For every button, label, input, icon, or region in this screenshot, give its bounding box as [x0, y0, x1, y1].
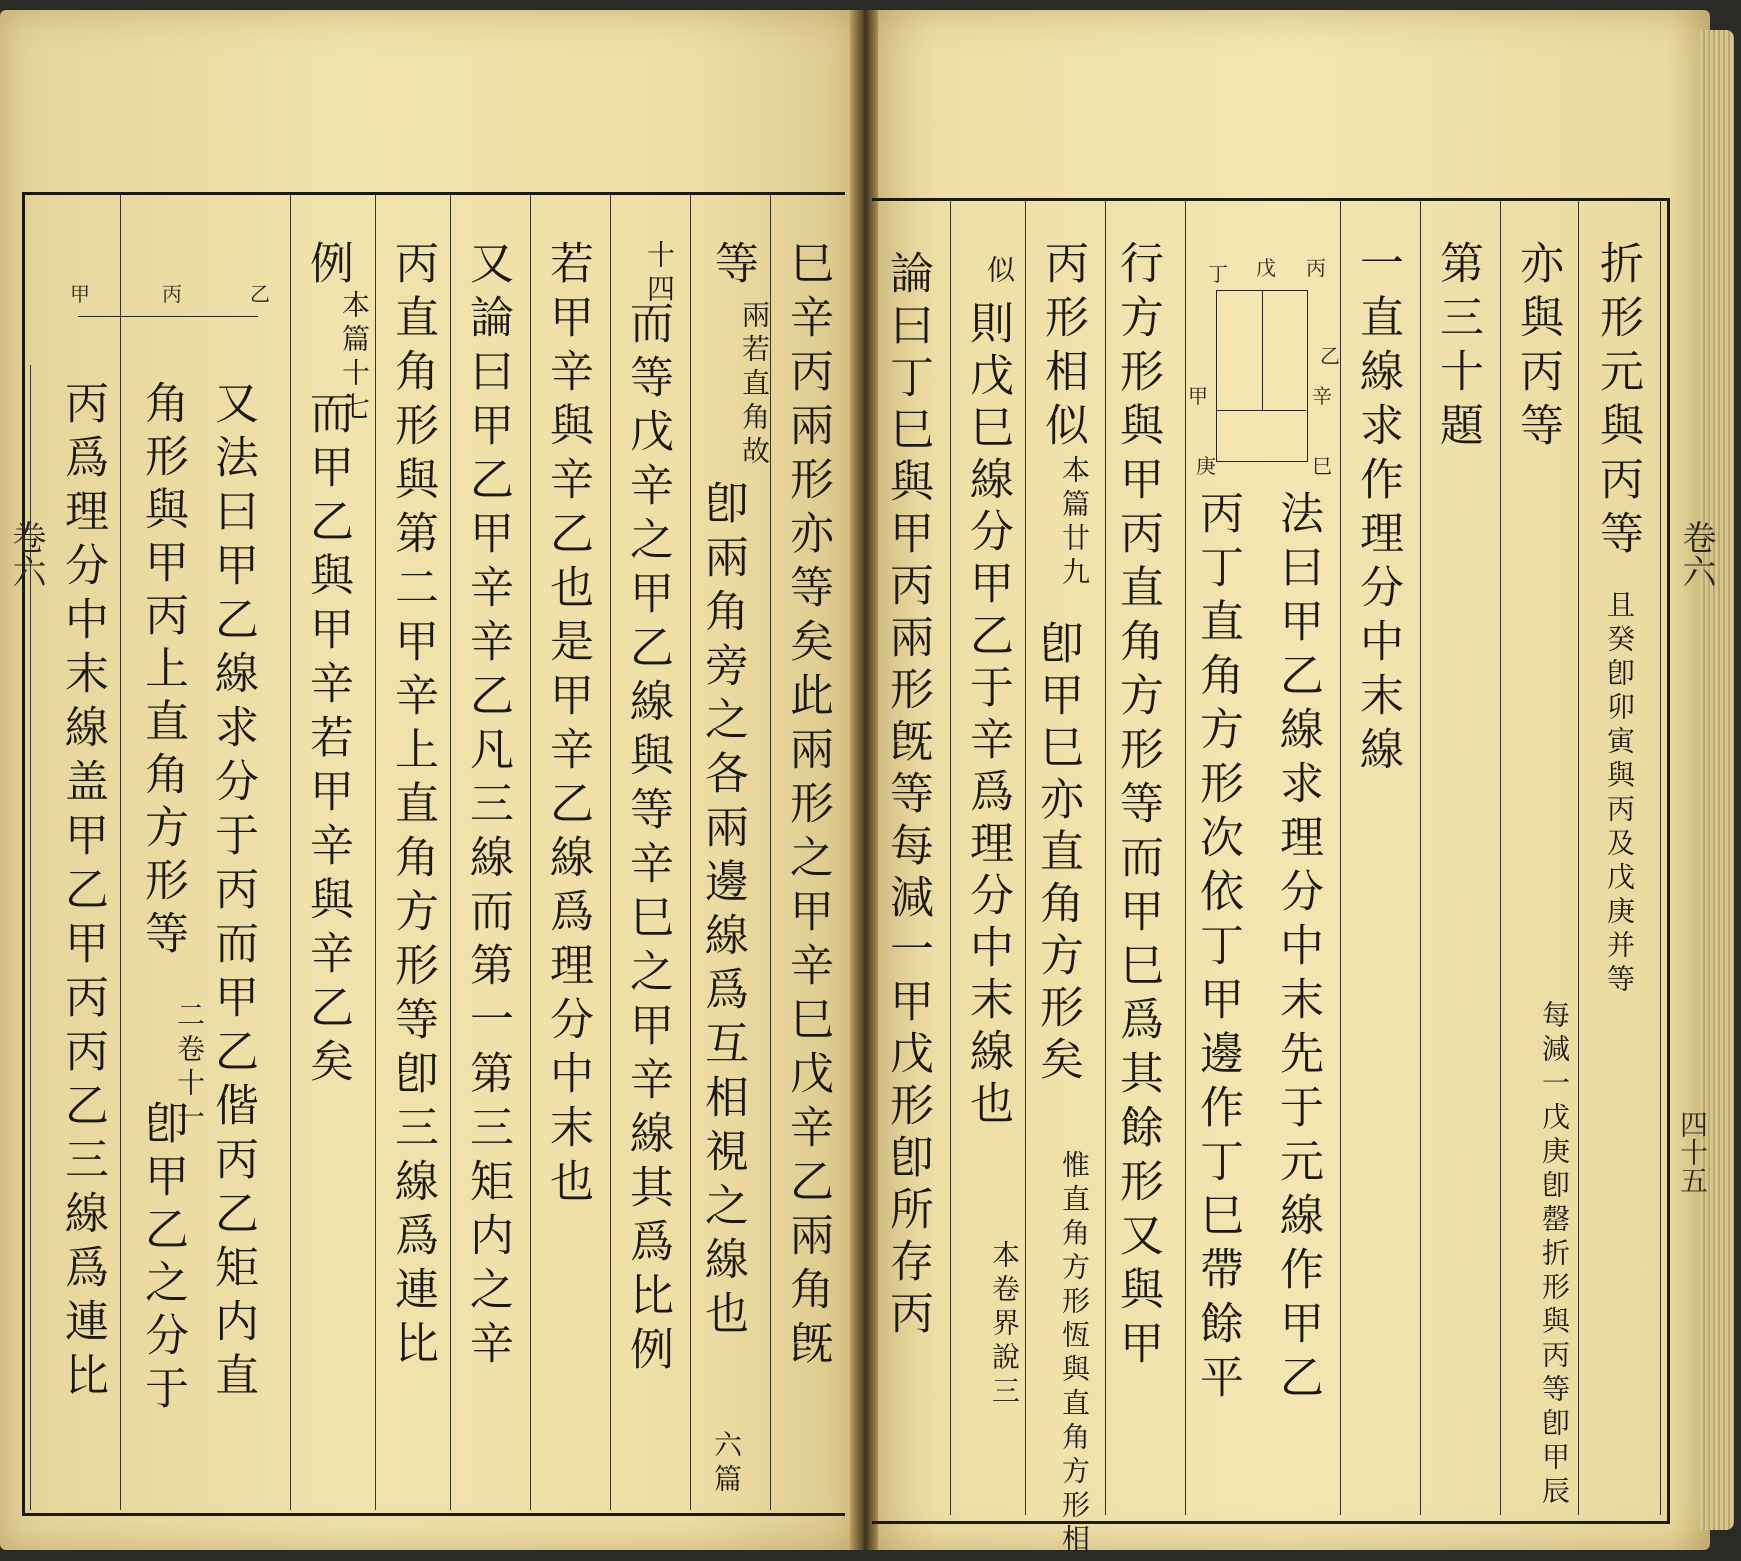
- right-col-1: 折形元與丙等: [1592, 240, 1643, 564]
- diagram-label-a: 甲: [70, 282, 90, 306]
- left-col-2b: 卽兩角旁之各兩邊線爲互相視之線也: [697, 480, 748, 1344]
- right-col-8-note: 本篇廿九: [1058, 455, 1091, 591]
- left-col-3: 而等戊辛之甲乙線與等辛巳之甲辛線其爲比例: [622, 300, 673, 1380]
- left-col-4: 若甲辛與辛乙也是甲辛乙線爲理分中末也: [542, 240, 593, 1212]
- left-col-5: 又論曰甲乙甲辛辛乙凡三線而第一第三矩内之辛: [462, 240, 513, 1374]
- left-col-9: 角形與甲丙上直角方形等: [137, 380, 188, 963]
- right-col-5: 法曰甲乙線求理分中末先于元線作甲乙: [1272, 490, 1323, 1408]
- column-rule: [290, 195, 291, 1510]
- diagram-label-yi: 乙: [1320, 344, 1340, 368]
- column-rule: [530, 195, 531, 1510]
- right-col-1-note: 且癸卽卯寅與丙及戊庚并等: [1603, 590, 1636, 998]
- column-rule: [1105, 200, 1106, 1515]
- left-col-2-note: 兩若直角故: [738, 300, 771, 470]
- diagram-line: [78, 316, 258, 317]
- right-diagram: [1188, 250, 1338, 490]
- right-col-2-note: 每減一戊庚卽罄折形與丙等卽甲辰: [1538, 1000, 1571, 1510]
- right-col-6: 丙丁直角方形次依丁甲邊作丁巳帶餘平: [1192, 490, 1243, 1408]
- column-rule: [375, 195, 376, 1510]
- diagram-label-geng: 庚: [1196, 454, 1216, 478]
- diagram-label-c: 乙: [250, 282, 270, 306]
- column-rule: [1185, 200, 1186, 1515]
- left-col-7b: 而甲乙與甲辛若甲辛與辛乙矣: [302, 390, 353, 1092]
- column-rule: [1500, 200, 1501, 1515]
- left-col-9-note: 二卷十一: [173, 1000, 206, 1136]
- right-col-9-note: 本卷界說三: [988, 1240, 1021, 1410]
- left-col-10: 丙爲理分中末線盖甲乙甲丙丙乙三線爲連比: [57, 380, 108, 1406]
- left-col-3-prefix: 十四: [643, 240, 676, 308]
- page-edges: [1700, 30, 1734, 1530]
- left-col-1: 巳辛丙兩形亦等矣此兩形之甲辛巳戊辛乙兩角旣: [782, 240, 833, 1374]
- right-col-7: 行方形與甲丙直角方形等而甲巳爲其餘形又與甲: [1112, 240, 1163, 1374]
- column-rule: [690, 195, 691, 1510]
- page-number: 四十五: [1676, 1110, 1709, 1194]
- column-rule: [1660, 200, 1661, 1515]
- left-margin-chapter-mark: 卷六: [6, 520, 46, 588]
- column-rule: [1340, 200, 1341, 1515]
- left-col-2: 等: [707, 240, 758, 294]
- diagram-label-wu: 戊: [1256, 256, 1276, 280]
- diagram-label-bing: 丙: [1306, 256, 1326, 280]
- right-col-3: 第三十題: [1432, 240, 1483, 456]
- right-col-4: 一直線求作理分中末線: [1352, 240, 1403, 780]
- column-rule: [950, 200, 951, 1515]
- right-col-9: 則戊巳線分甲乙于辛爲理分中末線也: [962, 300, 1013, 1132]
- diagram-label-b: 丙: [162, 282, 182, 306]
- diagram-line: [1262, 290, 1263, 410]
- column-rule: [1025, 200, 1026, 1515]
- right-col-8-note2: 惟直角方形恆與直角方形相: [1058, 1150, 1091, 1558]
- right-col-8b: 卽甲巳亦直角方形矣: [1032, 620, 1083, 1088]
- left-col-7: 例: [302, 240, 353, 294]
- left-col-2-note-end: 六篇: [710, 1430, 743, 1498]
- left-col-7-note: 本篇十七: [338, 290, 371, 426]
- right-col-10: 論曰丁巳與甲丙兩形旣等每減一甲戊形卽所存丙: [882, 250, 933, 1342]
- column-rule: [1420, 200, 1421, 1515]
- left-col-8: 又法曰甲乙線求分于丙而甲乙偕丙乙矩内直: [207, 380, 258, 1406]
- left-diagram: [70, 268, 270, 328]
- right-col-8: 丙形相似: [1037, 240, 1088, 456]
- column-rule: [120, 195, 121, 1510]
- right-margin-chapter-mark: 卷六: [1676, 520, 1716, 588]
- diagram-label-si: 巳: [1312, 454, 1332, 478]
- column-rule: [450, 195, 451, 1510]
- diagram-label-xin: 辛: [1312, 384, 1332, 408]
- diagram-label-jia: 甲: [1188, 384, 1208, 408]
- right-col-9-prefix: 似: [983, 255, 1016, 289]
- right-col-2: 亦與丙等: [1512, 240, 1563, 456]
- diagram-label-ding: 丁: [1208, 262, 1228, 286]
- column-rule: [1578, 200, 1579, 1515]
- left-col-9b: 卽甲乙之分于: [137, 1100, 188, 1418]
- left-col-6: 丙直角形與第二甲辛上直角方形等卽三線爲連比: [387, 240, 438, 1374]
- column-rule: [610, 195, 611, 1510]
- diagram-line: [1216, 410, 1306, 411]
